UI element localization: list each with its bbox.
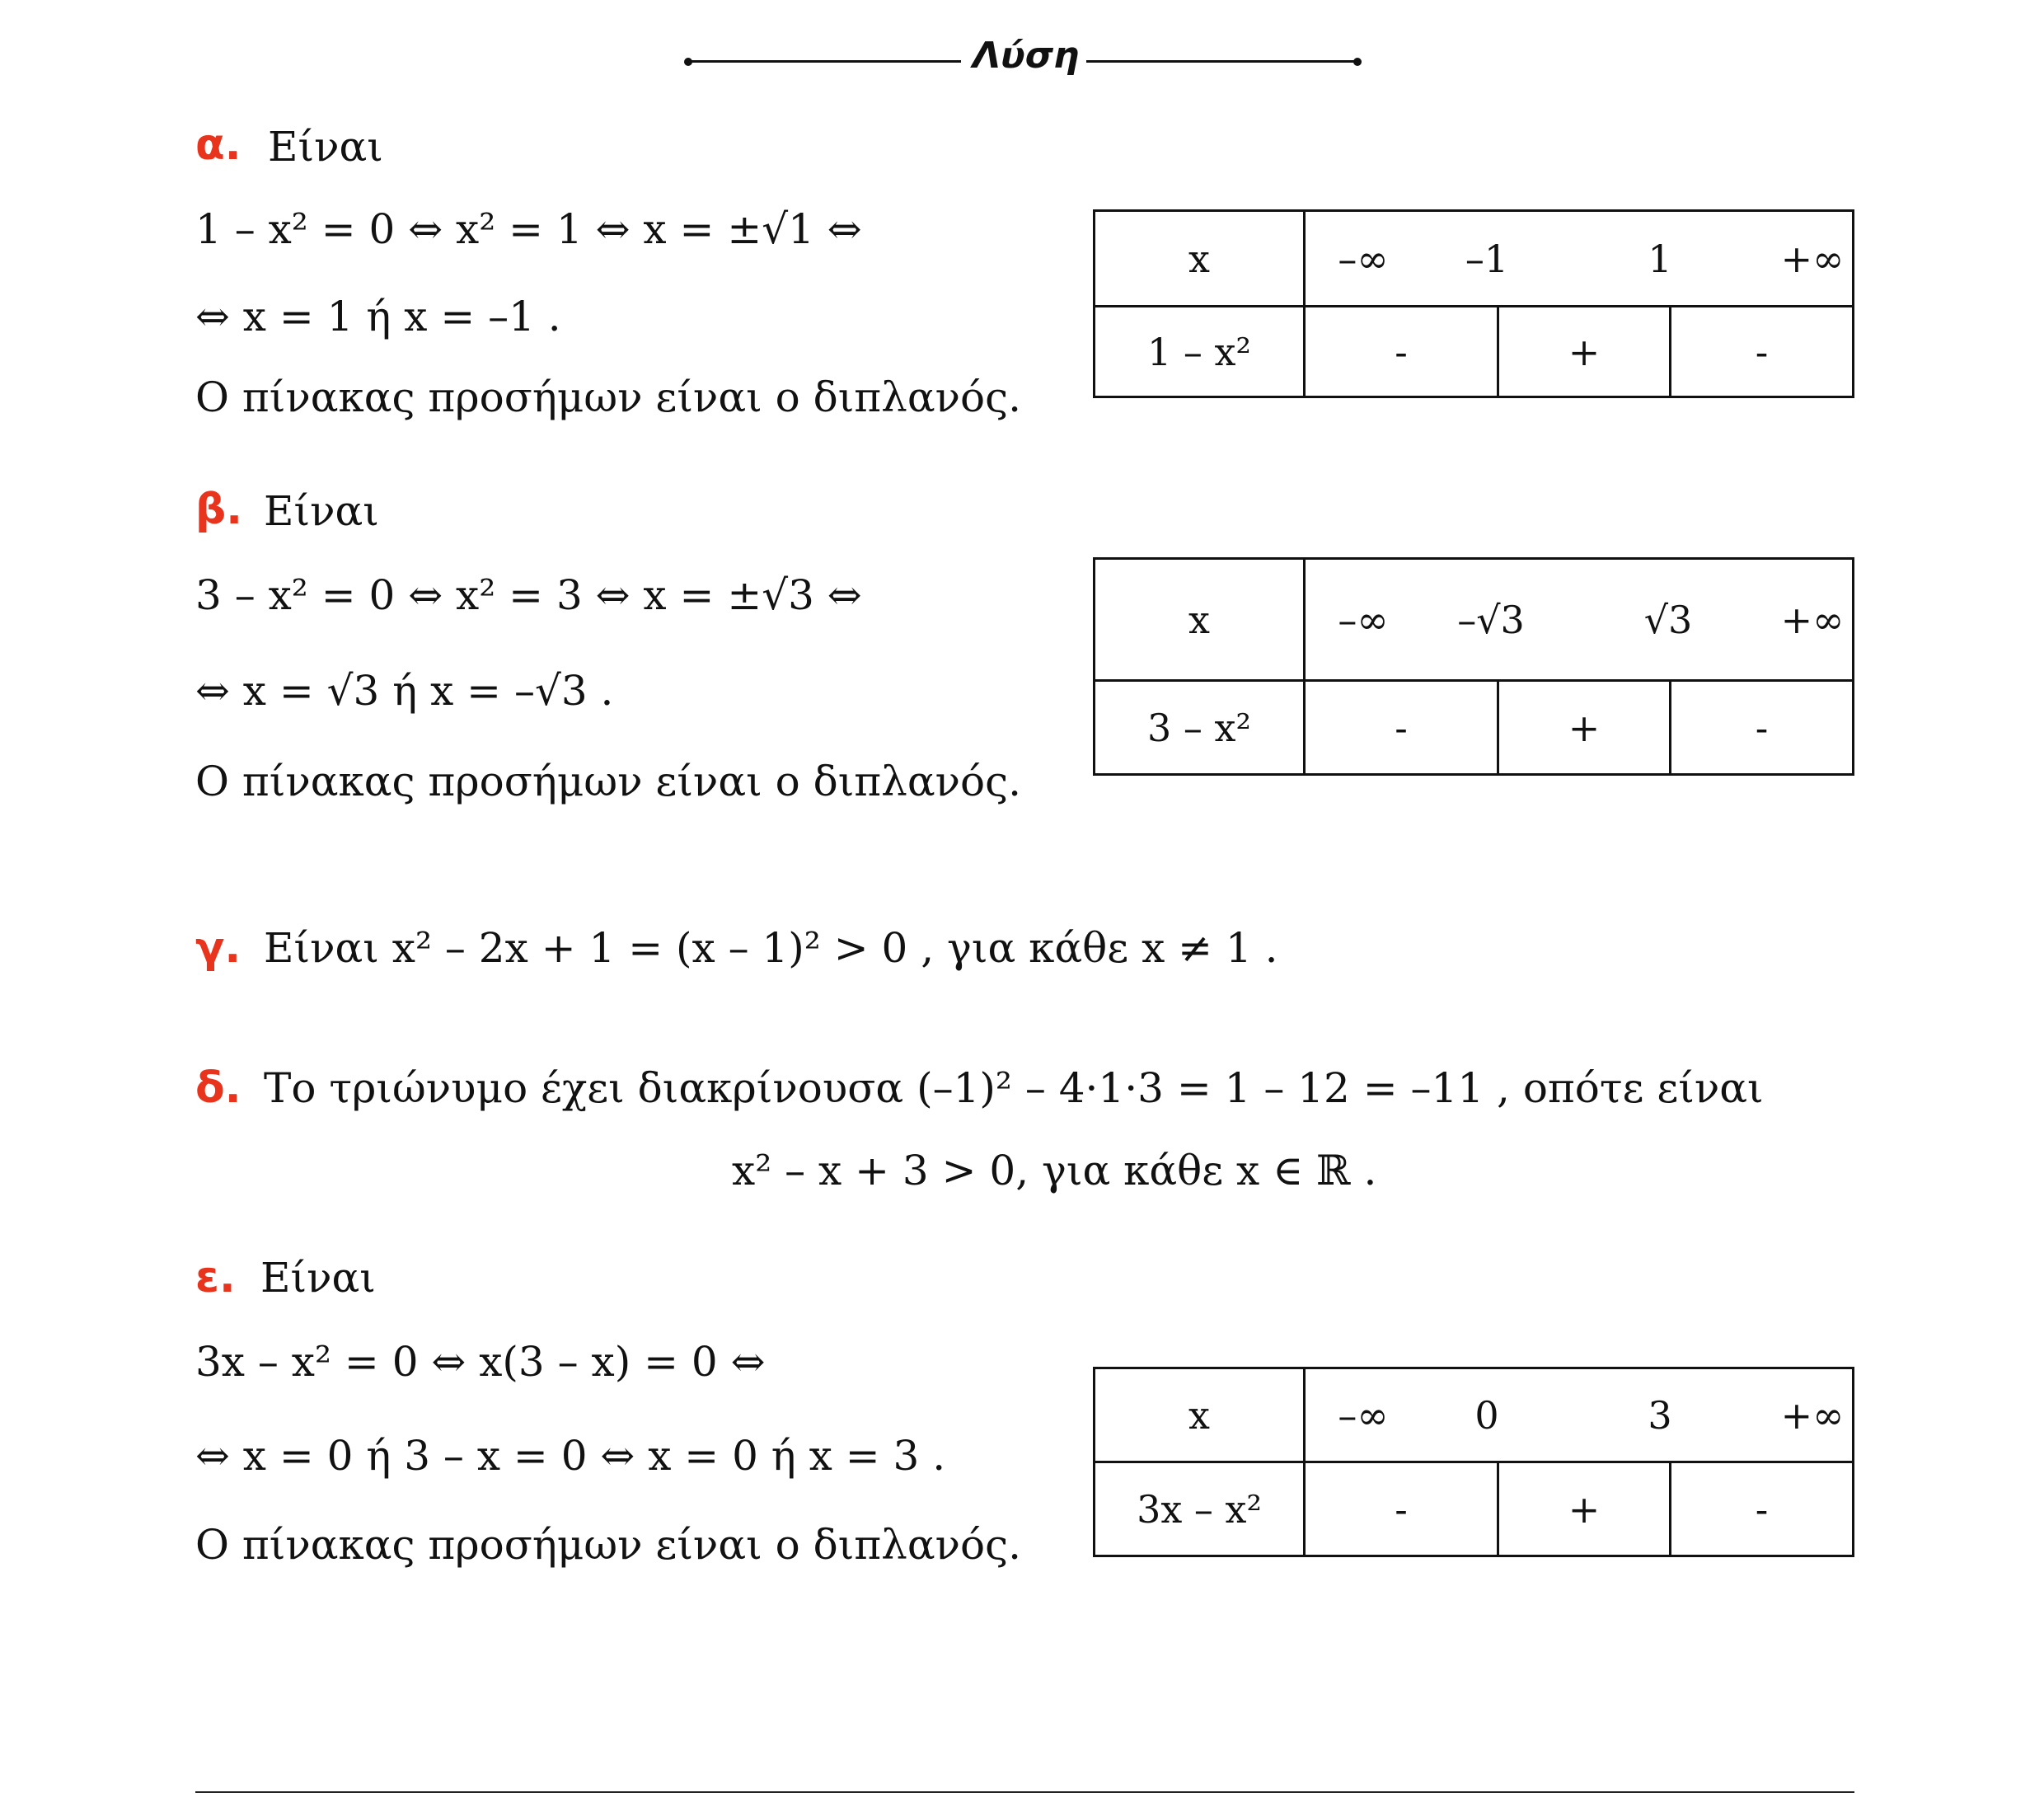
part-e-line2: ⇔ x = 0 ή 3 – x = 0 ⇔ x = 0 ή x = 3 .: [195, 1432, 946, 1480]
sign-table-a-sign: -: [1305, 307, 1498, 397]
part-a-line1: 1 – x² = 0 ⇔ x² = 1 ⇔ x = ±√1 ⇔: [195, 205, 862, 253]
sign-table-a-points: [1305, 211, 1854, 307]
sign-table-a-point: –∞: [1338, 236, 1389, 281]
part-e-note: Ο πίνακας προσήμων είναι ο διπλανός.: [195, 1521, 1022, 1569]
sign-table-b-point: –√3: [1457, 597, 1525, 642]
sign-table-e-points: [1305, 1368, 1854, 1462]
sign-table-a-point: +∞: [1780, 236, 1845, 281]
part-d-line2: x² – x + 3 > 0, για κάθε x ∈ ℝ .: [732, 1147, 1377, 1194]
sign-table-b-point: –∞: [1338, 597, 1389, 642]
part-e-label: ε.: [195, 1253, 236, 1302]
footer-rule: [195, 1791, 1854, 1793]
part-b-intro: Είναι: [264, 487, 379, 535]
part-a-note: Ο πίνακας προσήμων είναι ο διπλανός.: [195, 373, 1022, 421]
part-a-line2: ⇔ x = 1 ή x = –1 .: [195, 293, 561, 340]
sign-table-b-sign: +: [1498, 681, 1671, 775]
sign-table-b-expr: 3 – x²: [1095, 681, 1305, 775]
sign-table-a-expr: 1 – x²: [1095, 307, 1305, 397]
sign-table-e-point: –∞: [1338, 1392, 1389, 1438]
sign-table-a-sign: +: [1498, 307, 1671, 397]
part-b-label: β.: [195, 485, 242, 534]
sign-table-e-point: 3: [1648, 1392, 1672, 1438]
sign-table-b-sign: -: [1305, 681, 1498, 775]
sign-table-e: [1093, 1367, 1854, 1557]
sign-table-b-point: √3: [1643, 597, 1693, 642]
part-d-label: δ.: [195, 1063, 241, 1113]
sign-table-b-point: +∞: [1780, 597, 1845, 642]
sign-table-b-x-label: x: [1095, 559, 1305, 681]
header-rule-right: [1086, 60, 1358, 63]
sign-table-e-point: +∞: [1780, 1392, 1845, 1438]
part-c-label: γ.: [195, 923, 241, 973]
part-d-text: Το τριώνυμο έχει διακρίνουσα (–1)² – 4·1·3 = 1 – 12 = –11 , οπότε είναι: [264, 1064, 1764, 1112]
sign-table-e-sign: -: [1671, 1462, 1854, 1556]
sign-table-e-sign: +: [1498, 1462, 1671, 1556]
sign-table-b-points: [1305, 559, 1854, 681]
sign-table-e-point: 0: [1474, 1392, 1499, 1438]
part-b-line1: 3 – x² = 0 ⇔ x² = 3 ⇔ x = ±√3 ⇔: [195, 571, 862, 619]
part-c-text: Είναι x² – 2x + 1 = (x – 1)² > 0 , για κάθε x ≠ 1 .: [264, 924, 1278, 972]
sign-table-e-sign: -: [1305, 1462, 1498, 1556]
sign-table-b-sign: -: [1671, 681, 1854, 775]
sign-table-e-x-label: x: [1095, 1368, 1305, 1462]
sign-table-a-x-label: x: [1095, 211, 1305, 307]
part-a-label: α.: [195, 120, 241, 170]
part-e-line1: 3x – x² = 0 ⇔ x(3 – x) = 0 ⇔: [195, 1338, 766, 1386]
sign-table-a-point: 1: [1648, 236, 1672, 281]
sign-table-a: [1093, 209, 1854, 398]
part-a-intro: Είναι: [268, 123, 383, 171]
part-b-note: Ο πίνακας προσήμων είναι ο διπλανός.: [195, 758, 1022, 805]
header-rule-left: [689, 60, 961, 63]
sign-table-b: [1093, 557, 1854, 776]
sign-table-a-point: –1: [1465, 236, 1509, 281]
sign-table-a-sign: -: [1671, 307, 1854, 397]
sign-table-e-expr: 3x – x²: [1095, 1462, 1305, 1556]
part-e-intro: Είναι: [260, 1254, 376, 1302]
page-title: Λύση: [973, 35, 1080, 77]
part-b-line2: ⇔ x = √3 ή x = –√3 .: [195, 667, 614, 715]
header-rule-right-dot: [1353, 58, 1362, 66]
